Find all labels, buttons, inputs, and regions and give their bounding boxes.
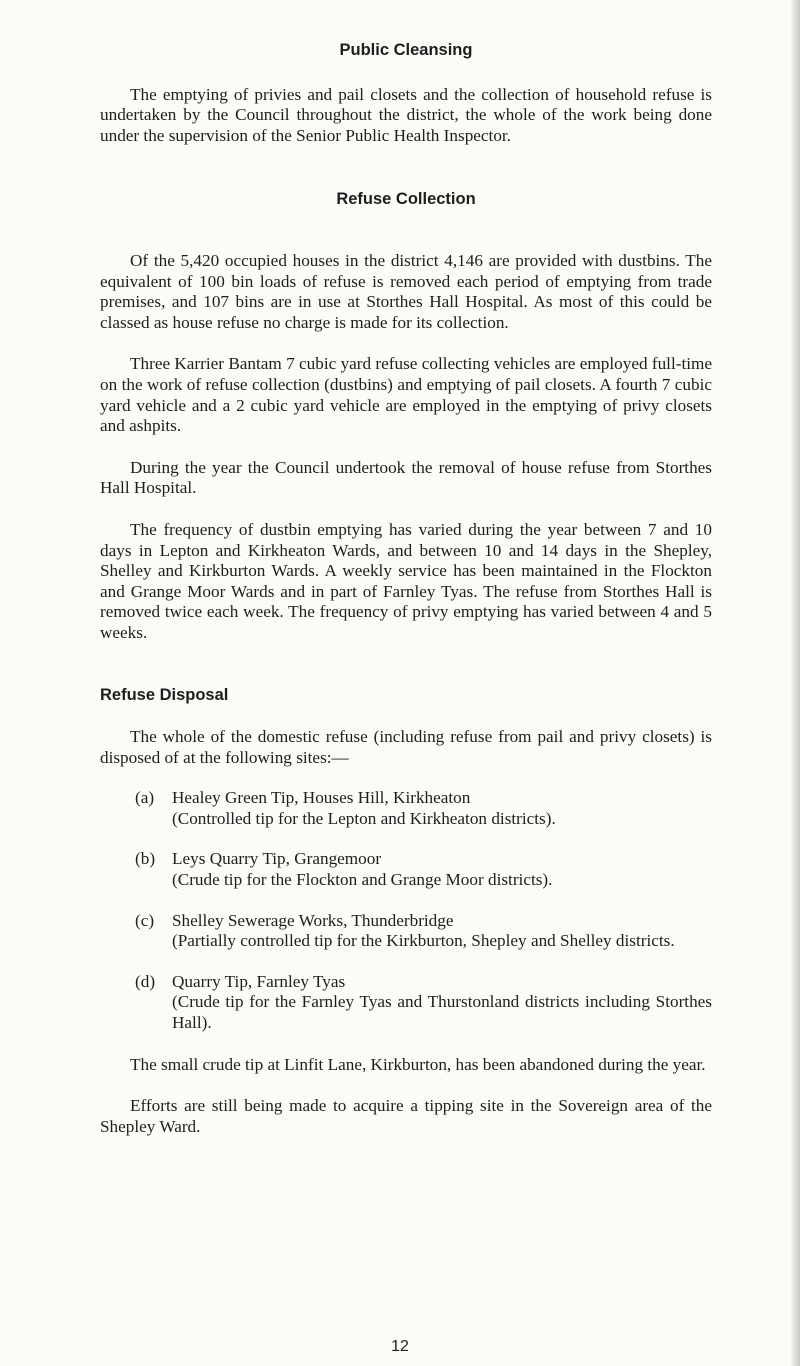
disposal-intro-paragraph: The whole of the domestic refuse (including refuse from pail and privy closets) is disposed of at the following sites:—: [100, 727, 712, 767]
site-name: Quarry Tip, Farnley Tyas: [172, 971, 346, 991]
disposal-site-d: [135, 972, 712, 1034]
collection-paragraph-4: The frequency of dustbin emptying has varied during the year between 7 and 10 days in Lepton and Kirkheaton Wards, and between 10 and 14 days in the Shepley, Shelley and Kirkburton Wards. A weekly service has been maintained in the Flockton and Grange Moor Wards and in part of Farnley Tyas. The refuse from Storthes Hall is removed twice each week. The frequency of privy emptying has varied between 4 and 5 weeks.: [100, 519, 712, 642]
disposal-closing-paragraph-1: The small crude tip at Linfit Lane, Kirkburton, has been abandoned during the year.: [130, 1054, 706, 1074]
collection-paragraph-2: Three Karrier Bantam 7 cubic yard refuse collecting vehicles are employed full-time on the work of refuse collection (dustbins) and emptying of pail closets. A fourth 7 cubic yard vehicle and a 2 cubic yard vehicle are employed in the emptying of privy closets and ashpits.: [100, 354, 712, 436]
site-name: Healey Green Tip, Houses Hill, Kirkheaton: [172, 788, 471, 808]
collection-paragraph-1: Of the 5,420 occupied houses in the district 4,146 are provided with dustbins. The equivalent of 100 bin loads of refuse is removed each period of emptying from trade premises, and 107 bins are in use at Storthes Hall Hospital. As most of this could be classed as house refuse no charge is made for its collection.: [100, 250, 712, 332]
site-note: (Crude tip for the Flockton and Grange Moor districts).: [172, 870, 553, 890]
page-title: Public Cleansing: [339, 41, 473, 59]
site-label: (c): [135, 910, 155, 930]
page-edge-shadow: [791, 0, 800, 1366]
page-content: [100, 40, 712, 1137]
disposal-closing-paragraph-2: Efforts are still being made to acquire a tipping site in the Sovereign area of the Shepley Ward.: [100, 1096, 712, 1136]
site-note: (Partially controlled tip for the Kirkburton, Shepley and Shelley districts.: [172, 931, 675, 951]
intro-paragraph: The emptying of privies and pail closets and the collection of household refuse is undertaken by the Council throughout the district, the whole of the work being done under the supervision of the Senior Public Health Inspector.: [100, 84, 712, 145]
disposal-site-a: [135, 788, 712, 829]
site-label: (d): [135, 971, 156, 991]
site-note: (Crude tip for the Farnley Tyas and Thurstonland districts including Storthes Hall).: [172, 992, 712, 1032]
collection-paragraph-3: During the year the Council undertook the removal of house refuse from Storthes Hall Hospital.: [100, 457, 712, 498]
disposal-site-c: [135, 911, 712, 952]
site-note: (Controlled tip for the Lepton and Kirkheaton districts).: [172, 808, 556, 828]
refuse-collection-heading: Refuse Collection: [336, 190, 476, 209]
site-name: Shelley Sewerage Works, Thunderbridge: [172, 910, 454, 930]
site-label: (a): [135, 788, 155, 808]
disposal-site-b: [135, 849, 712, 890]
site-name: Leys Quarry Tip, Grangemoor: [172, 849, 382, 869]
site-label: (b): [135, 849, 156, 869]
refuse-disposal-heading: Refuse Disposal: [100, 686, 229, 705]
page-number: 12: [391, 1338, 409, 1355]
